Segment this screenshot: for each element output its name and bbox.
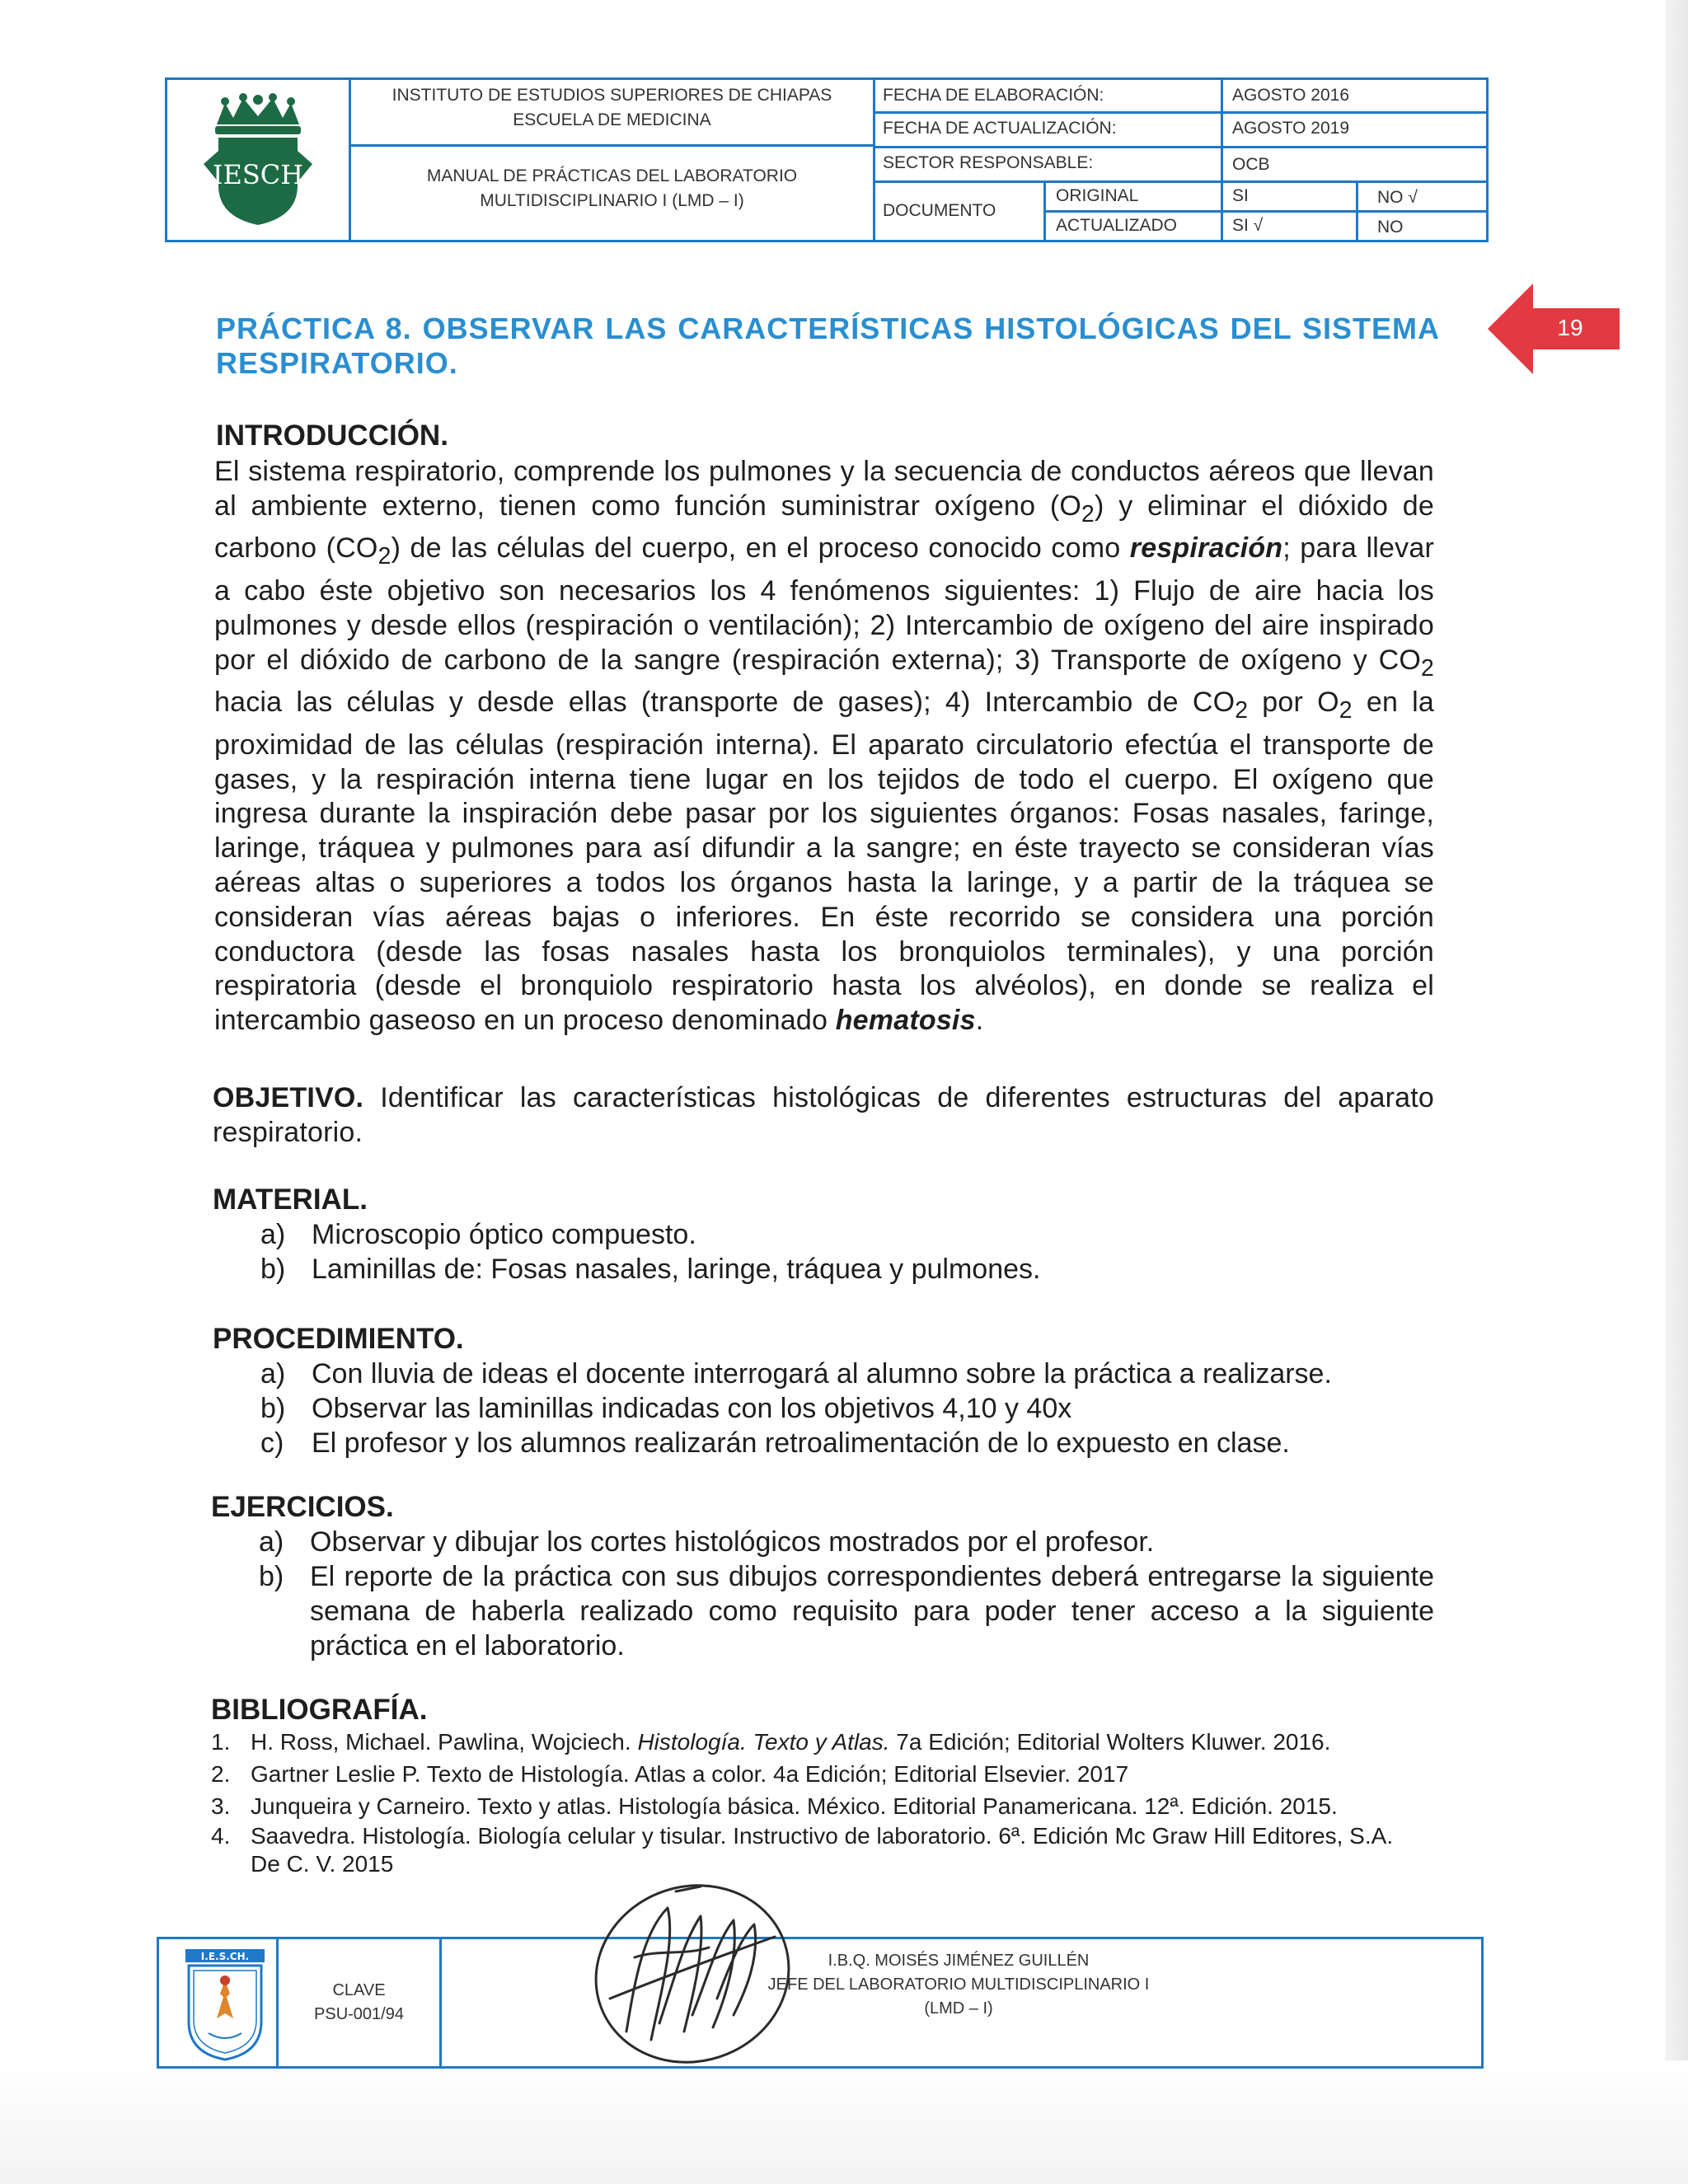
- document-footer-table: [157, 1937, 1484, 2069]
- introduccion-heading: INTRODUCCIÓN.: [216, 419, 448, 452]
- material-list: [213, 1217, 1434, 1286]
- original-label: ORIGINAL: [1056, 186, 1139, 205]
- manual-title-line1: MANUAL DE PRÁCTICAS DEL LABORATORIO: [426, 166, 798, 185]
- actualizado-si-checked: SI √: [1232, 216, 1264, 235]
- signer-title-line2: (LMD – I): [924, 1999, 993, 2018]
- material-heading: MATERIAL.: [213, 1183, 368, 1216]
- actualizado-label: ACTUALIZADO: [1056, 216, 1178, 235]
- page-number: 19: [1557, 315, 1583, 340]
- objetivo-text: OBJETIVO. Identificar las características histológicas de diferentes estructuras del aparato respiratorio.: [213, 1082, 1434, 1148]
- list-item: 2. Gartner Leslie P. Texto de Histología. Atlas a color. 4a Edición; Editorial Elsevier. 2017: [211, 1761, 1129, 1787]
- original-no-checked: NO √: [1377, 188, 1418, 207]
- signer-name: I.B.Q. MOISÉS JIMÉNEZ GUILLÉN: [828, 1952, 1090, 1970]
- actualizado-no: NO: [1377, 218, 1404, 237]
- list-item: b) Laminillas de: Fosas nasales, laringe, tráquea y pulmones.: [260, 1254, 1041, 1285]
- practice-title-line1: PRÁCTICA 8. OBSERVAR LAS CARACTERÍSTICAS HISTOLÓGICAS DEL SISTEMA: [216, 312, 1440, 345]
- procedimiento-heading: PROCEDIMIENTO.: [213, 1323, 464, 1355]
- introduccion-text: El sistema respiratorio, comprende los pulmones y la secuencia de conductos aéreos que llevan al ambiente externo, tienen como función suministrar oxígeno $(O_2)$ y eliminar el dióxido de carbono $(CO_2)$ de las células del cuerpo, en el proceso conocido como respiración; para llevar a cabo éste objetivo son necesarios los 4 fenómenos siguientes: 1) Flujo de aire hacia los pulmones y desde ellos (respiración o ventilación); 2) Intercambio de oxígeno del aire inspirado por el dióxido de carbono de la sangre (respiración externa); 3) Transporte de oxígeno y $CO_2$ hacia las células y desde ellas (transporte de gases); 4) Intercambio de $CO_2$ por $O_2$ en la proximidad de las células (respiración interna). El aparato circulatorio efectúa el transporte de gases, y la respiración interna tiene lugar en los tejidos de todo el cuerpo. El oxígeno que ingresa durante la inspiración debe pasar por los siguientes órganos: Fosas nasales, faringe, laringe, tráquea y pulmones para así difundir a la sangre; en éste trayecto se consideran vías aéreas altas o superiores a todos los órganos hasta la laringe, y a partir de la tráquea se consideran vías aéreas bajas o inferiores. En éste recorrido se considera una porción conductora (desde las fosas nasales hasta los bronquiolos terminales), y una porción respiratoria (desde el bronquiolo respiratorio hasta los alvéolos), en donde se realiza el intercambio gaseoso en un proceso denominado hematosis.: [214, 456, 1435, 1037]
- list-item: 3. Junqueira y Carneiro. Texto y atlas. Histología básica. México. Editorial Panamericana. 12ª. Edición. 2015.: [211, 1793, 1338, 1819]
- fecha-actualizacion-label: FECHA DE ACTUALIZACIÓN:: [883, 119, 1117, 138]
- list-item: a) Observar y dibujar los cortes histológicos mostrados por el profesor.: [259, 1526, 1155, 1558]
- clave-value: PSU-001/94: [314, 2005, 404, 2023]
- practice-title-line2: RESPIRATORIO.: [216, 346, 458, 380]
- svg-text:I.E.S.CH.: I.E.S.CH.: [200, 1951, 250, 1962]
- fecha-elaboracion-value: AGOSTO 2016: [1232, 86, 1350, 105]
- manual-title-line2: MULTIDISCIPLINARIO I (LMD – I): [480, 191, 744, 210]
- svg-text:IESCH: IESCH: [212, 159, 304, 190]
- institution-name: INSTITUTO DE ESTUDIOS SUPERIORES DE CHIAPAS: [392, 86, 832, 105]
- ejercicios-heading: EJERCICIOS.: [211, 1491, 394, 1523]
- practice-title: [216, 312, 1440, 381]
- sector-label: SECTOR RESPONSABLE:: [883, 153, 1094, 172]
- school-name: ESCUELA DE MEDICINA: [513, 110, 711, 129]
- term-respiracion: respiración: [1129, 532, 1283, 565]
- list-item: c) El profesor y los alumnos realizarán retroalimentación de lo expuesto en clase.: [260, 1427, 1290, 1459]
- handwritten-signature: [577, 1858, 799, 2073]
- list-item: 4. Saavedra. Histología. Biología celular y tisular. Instructivo de laboratorio. 6ª. Edición Mc Graw Hill Editores, S.A. De C. V. 2015: [211, 1823, 1394, 1877]
- list-item: b) El reporte de la práctica con sus dibujos correspondientes deberá entregarse la siguiente semana de haberla realizado como requisito para poder tener acceso a la siguiente práctica en el laboratorio.: [259, 1561, 1434, 1661]
- document-header-table: [165, 77, 1489, 242]
- clave-label: CLAVE: [332, 1981, 386, 1999]
- original-si: SI: [1232, 186, 1249, 205]
- ejercicios-list: [211, 1525, 1434, 1663]
- iesch-logo: [200, 93, 316, 233]
- procedimiento-list: [213, 1357, 1434, 1460]
- list-item: 1. H. Ross, Michael. Pawlina, Wojciech. Histología. Texto y Atlas. 7a Edición; Editorial Wolters Kluwer. 2016.: [211, 1729, 1331, 1755]
- fecha-elaboracion-label: FECHA DE ELABORACIÓN:: [883, 86, 1104, 105]
- page-edge-shadow: [1665, 0, 1688, 2184]
- list-item: a) Microscopio óptico compuesto.: [260, 1219, 696, 1250]
- fecha-actualizacion-value: AGOSTO 2019: [1232, 119, 1350, 138]
- list-item: a) Con lluvia de ideas el docente interrogará al alumno sobre la práctica a realizarse.: [260, 1358, 1332, 1390]
- page-bottom-shade: [0, 2060, 1688, 2184]
- bibliografia-list: [211, 1726, 1427, 1878]
- objetivo-heading: OBJETIVO.: [213, 1082, 364, 1113]
- sector-value: OCB: [1232, 155, 1270, 174]
- signer-title-line1: JEFE DEL LABORATORIO MULTIDISCIPLINARIO I: [767, 1975, 1150, 1994]
- institution-seal: [184, 1947, 266, 2063]
- term-hematosis: hematosis: [835, 1005, 976, 1037]
- documento-label: DOCUMENTO: [883, 201, 996, 220]
- bibliografia-heading: BIBLIOGRAFÍA.: [211, 1694, 428, 1726]
- list-item: b) Observar las laminillas indicadas con los objetivos 4,10 y 40x: [260, 1393, 1072, 1424]
